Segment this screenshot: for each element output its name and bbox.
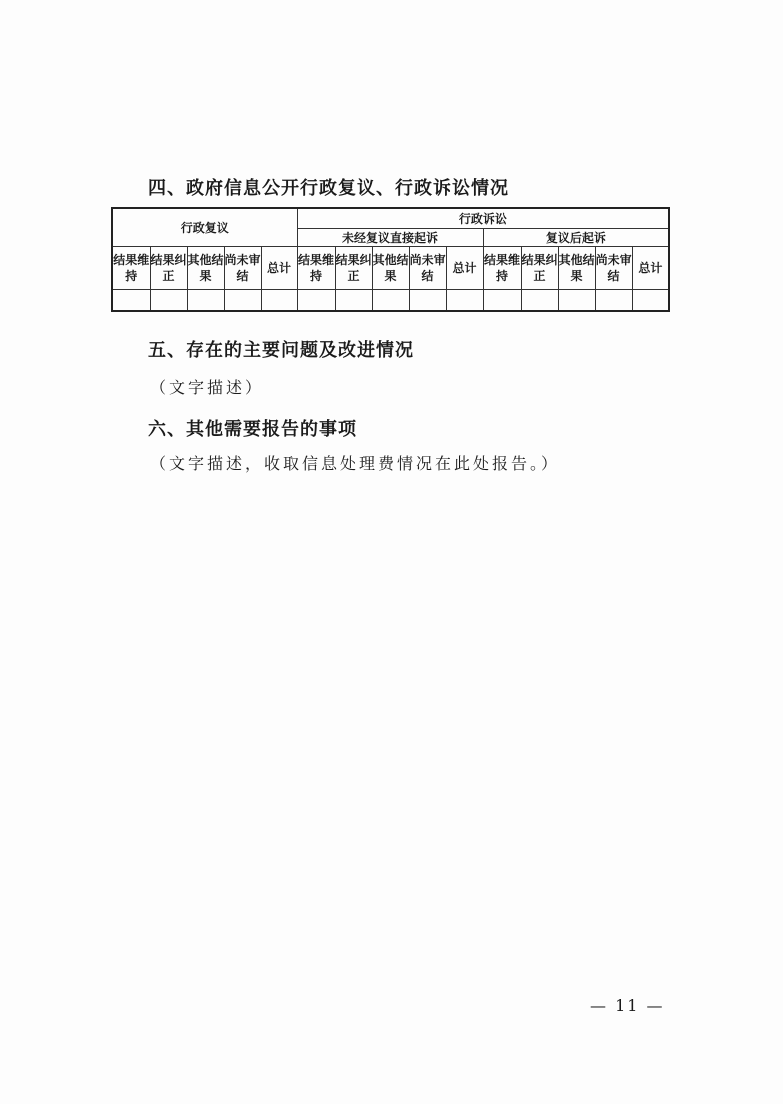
table-cell	[558, 290, 595, 312]
admin-litigation-header: 行政诉讼	[297, 208, 669, 229]
table-cell	[224, 290, 261, 312]
table-cell	[372, 290, 409, 312]
col-header-pending: 尚未审结	[224, 247, 261, 290]
col-header-other: 其他结果	[558, 247, 595, 290]
table-cell	[483, 290, 521, 312]
after-review-litigation-header: 复议后起诉	[483, 229, 669, 247]
table-cell	[261, 290, 297, 312]
review-litigation-table	[111, 207, 670, 312]
table-data-row	[112, 290, 669, 312]
table-cell	[521, 290, 558, 312]
table-cell	[632, 290, 669, 312]
table-cell	[335, 290, 372, 312]
col-header-other: 其他结果	[187, 247, 224, 290]
admin-review-header: 行政复议	[112, 208, 297, 247]
col-header-other: 其他结果	[372, 247, 409, 290]
table-header-row-3	[112, 247, 669, 290]
col-header-total: 总计	[446, 247, 483, 290]
col-header-total: 总计	[261, 247, 297, 290]
col-header-upheld: 结果维持	[297, 247, 335, 290]
col-header-total: 总计	[632, 247, 669, 290]
col-header-corrected: 结果纠正	[335, 247, 372, 290]
table-header-row-1	[112, 208, 669, 229]
table-cell	[446, 290, 483, 312]
table-cell	[297, 290, 335, 312]
page-number: — 11 —	[590, 996, 665, 1015]
table-cell	[150, 290, 187, 312]
direct-litigation-header: 未经复议直接起诉	[297, 229, 483, 247]
section-6-body: （文字描述，收取信息处理费情况在此处报告。）	[150, 454, 561, 473]
col-header-pending: 尚未审结	[595, 247, 632, 290]
section-5-body: （文字描述）	[150, 378, 265, 397]
col-header-pending: 尚未审结	[409, 247, 446, 290]
col-header-corrected: 结果纠正	[150, 247, 187, 290]
section-5-heading: 五、存在的主要问题及改进情况	[148, 340, 414, 361]
table-cell	[595, 290, 632, 312]
col-header-upheld: 结果维持	[483, 247, 521, 290]
table-cell	[409, 290, 446, 312]
section-4-heading: 四、政府信息公开行政复议、行政诉讼情况	[148, 178, 509, 199]
table-cell	[187, 290, 224, 312]
table-cell	[112, 290, 150, 312]
col-header-upheld: 结果维持	[112, 247, 150, 290]
section-6-heading: 六、其他需要报告的事项	[148, 419, 357, 440]
col-header-corrected: 结果纠正	[521, 247, 558, 290]
